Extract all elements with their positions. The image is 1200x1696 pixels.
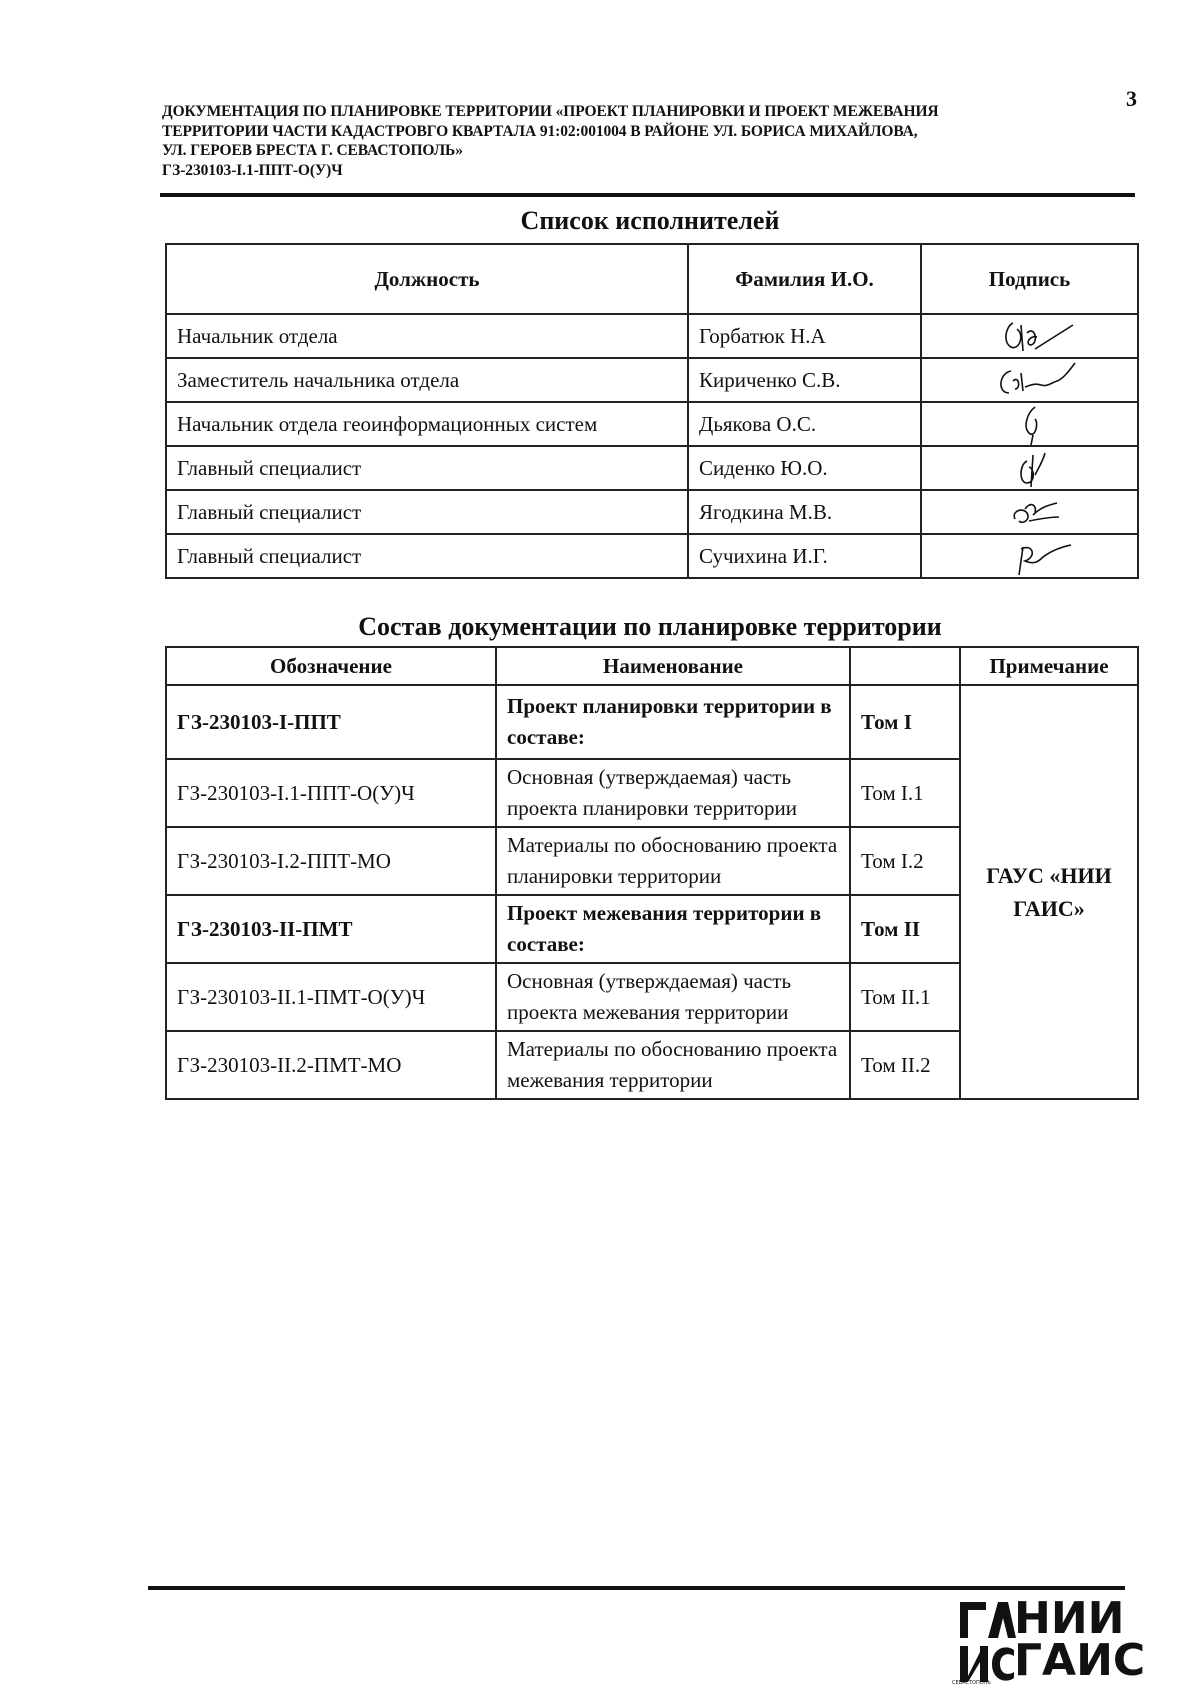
logo-text-line: ГАИС (1014, 1635, 1146, 1686)
header-line: УЛ. ГЕРОЕВ БРЕСТА Г. СЕВАСТОПОЛЬ» (162, 142, 463, 159)
title-cell: Проект планировки территории в составе: (496, 685, 850, 759)
volume-cell: Том І (850, 685, 960, 759)
signature-cell (921, 534, 1138, 578)
code-cell: ГЗ-230103-І.2-ППТ-МО (166, 827, 496, 895)
position-cell: Начальник отдела геоинформационных систем (166, 402, 688, 446)
docs-table (165, 646, 1139, 1100)
company-logo (952, 1593, 1146, 1690)
volume-cell: Том ІІ.2 (850, 1031, 960, 1099)
page-number: 3 (1126, 86, 1137, 111)
team-section-title: Список исполнителей (520, 206, 780, 235)
column-header: Фамилия И.О. (688, 244, 921, 314)
table-row (166, 534, 1138, 578)
header-line: ДОКУМЕНТАЦИЯ ПО ПЛАНИРОВКЕ ТЕРРИТОРИИ «ПРОЕКТ ПЛАНИРОВКИ И ПРОЕКТ МЕЖЕВАНИЯ (162, 103, 939, 120)
document-header (162, 102, 1102, 180)
header-divider (160, 193, 1135, 197)
logo-tagline: СЕВАСТОПОЛЬ (952, 1680, 991, 1686)
logo-mark-icon (958, 1600, 1018, 1684)
title-cell: Основная (утверждаемая) часть проекта межевания территории (496, 963, 850, 1031)
name-cell: Сиденко Ю.О. (688, 446, 921, 490)
table-row (166, 685, 1138, 759)
signature-image (965, 447, 1095, 489)
table-header-row (166, 647, 1138, 685)
name-cell: Дьякова О.С. (688, 402, 921, 446)
table-row (166, 314, 1138, 358)
name-cell: Горбатюк Н.А (688, 314, 921, 358)
position-cell: Главный специалист (166, 534, 688, 578)
signature-image (965, 359, 1095, 401)
table-row (166, 358, 1138, 402)
title-cell: Материалы по обоснованию проекта планировки территории (496, 827, 850, 895)
signature-cell (921, 358, 1138, 402)
volume-cell: Том І.2 (850, 827, 960, 895)
header-line: ТЕРРИТОРИИ ЧАСТИ КАДАСТРОВГО КВАРТАЛА 91:02:001004 В РАЙОНЕ УЛ. БОРИСА МИХАЙЛОВА, (162, 122, 918, 140)
column-header: Подпись (921, 244, 1138, 314)
signature-cell (921, 490, 1138, 534)
position-cell: Главный специалист (166, 490, 688, 534)
docs-section-title: Состав документации по планировке территории (358, 612, 942, 641)
note-cell: ГАУС «НИИ ГАИС» (960, 685, 1138, 1099)
table-header-row (166, 244, 1138, 314)
title-cell: Материалы по обоснованию проекта межевания территории (496, 1031, 850, 1099)
table-row (166, 446, 1138, 490)
title-cell: Основная (утверждаемая) часть проекта планировки территории (496, 759, 850, 827)
position-cell: Начальник отдела (166, 314, 688, 358)
column-header: Примечание (960, 647, 1138, 685)
logo-text (1014, 1593, 1146, 1686)
signature-cell (921, 446, 1138, 490)
volume-cell: Том І.1 (850, 759, 960, 827)
team-table (165, 243, 1139, 579)
document-code: ГЗ-230103-І.1-ППТ-О(У)Ч (162, 161, 343, 179)
column-header (850, 647, 960, 685)
position-cell: Главный специалист (166, 446, 688, 490)
code-cell: ГЗ-230103-І.1-ППТ-О(У)Ч (166, 759, 496, 827)
column-header: Наименование (496, 647, 850, 685)
logo-text-line: НИИ (1014, 1593, 1125, 1644)
signature-image (965, 315, 1095, 357)
signature-image (965, 535, 1095, 577)
signature-image (965, 491, 1095, 533)
volume-cell: Том ІІ (850, 895, 960, 963)
name-cell: Кириченко С.В. (688, 358, 921, 402)
title-cell: Проект межевания территории в составе: (496, 895, 850, 963)
signature-cell (921, 402, 1138, 446)
position-cell: Заместитель начальника отдела (166, 358, 688, 402)
code-cell: ГЗ-230103-ІІ-ПМТ (166, 895, 496, 963)
code-cell: ГЗ-230103-І-ППТ (166, 685, 496, 759)
code-cell: ГЗ-230103-ІІ.1-ПМТ-О(У)Ч (166, 963, 496, 1031)
table-row (166, 490, 1138, 534)
signature-cell (921, 314, 1138, 358)
volume-cell: Том ІІ.1 (850, 963, 960, 1031)
column-header: Обозначение (166, 647, 496, 685)
column-header: Должность (166, 244, 688, 314)
table-row (166, 402, 1138, 446)
name-cell: Ягодкина М.В. (688, 490, 921, 534)
footer-divider (148, 1586, 1125, 1590)
code-cell: ГЗ-230103-ІІ.2-ПМТ-МО (166, 1031, 496, 1099)
signature-image (965, 403, 1095, 445)
name-cell: Сучихина И.Г. (688, 534, 921, 578)
